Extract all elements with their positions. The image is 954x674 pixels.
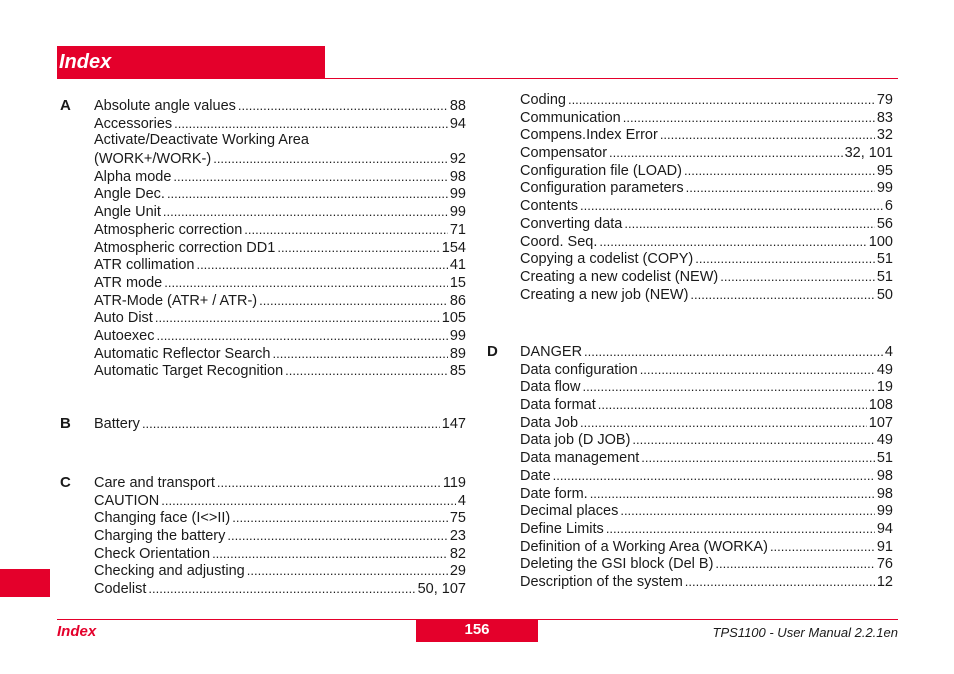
index-entry: [94, 274, 466, 292]
index-entry: [520, 91, 893, 109]
dot-leader: [247, 562, 448, 580]
entry-page: 51: [876, 450, 893, 467]
entry-page: 86: [449, 292, 466, 309]
index-entry: [520, 286, 893, 304]
header-divider: [57, 78, 898, 79]
dot-leader: [715, 555, 874, 573]
index-entry: [520, 485, 893, 503]
entry-page: 88: [449, 98, 466, 114]
index-entry: [520, 555, 893, 573]
entry-page: 32, 101: [844, 145, 893, 162]
entry-term: Activate/Deactivate Working Area: [94, 132, 309, 149]
dot-leader: [580, 414, 867, 432]
index-entry: [520, 378, 893, 396]
dot-leader: [553, 467, 875, 485]
entry-page: 99: [876, 503, 893, 520]
index-entry: [520, 197, 893, 215]
entry-term: Configuration file (LOAD): [520, 162, 682, 179]
index-entry: [94, 509, 466, 527]
entry-term: Configuration parameters: [520, 180, 684, 197]
dot-leader: [599, 233, 866, 251]
entry-term: Data Job: [520, 414, 579, 431]
dot-leader: [568, 91, 875, 109]
index-entry: [94, 562, 466, 580]
entry-term: Accessories: [94, 115, 173, 132]
index-list-c: [94, 474, 466, 598]
entry-page: 100: [868, 233, 893, 250]
entry-page: 108: [868, 397, 893, 414]
entry-term: Copying a codelist (COPY): [520, 251, 694, 268]
index-entry: [520, 268, 893, 286]
entry-page: 82: [449, 545, 466, 562]
index-entry: [520, 520, 893, 538]
dot-leader: [277, 239, 439, 257]
entry-page: 75: [449, 510, 466, 527]
index-list-d: [520, 343, 893, 591]
entry-page: 56: [876, 215, 893, 232]
entry-page: 147: [441, 416, 466, 432]
index-list-b: [94, 415, 466, 433]
entry-term: Atmospheric correction: [94, 221, 243, 238]
dot-leader: [196, 256, 447, 274]
footer-section-label: Index: [57, 623, 97, 640]
entry-term: Date form.: [520, 485, 588, 502]
dot-leader: [580, 197, 883, 215]
entry-page: 71: [449, 221, 466, 238]
index-entry: [94, 580, 466, 598]
entry-term: Converting data: [520, 215, 623, 232]
index-entry: [94, 362, 466, 380]
dot-leader: [273, 345, 448, 363]
entry-term: Auto Dist: [94, 310, 153, 327]
index-entry: [520, 414, 893, 432]
dot-leader: [720, 268, 875, 286]
entry-term: Automatic Reflector Search: [94, 345, 271, 362]
index-entry: [94, 97, 466, 115]
dot-leader: [641, 449, 875, 467]
dot-leader: [167, 185, 448, 203]
index-entry: [94, 239, 466, 257]
entry-term: Codelist: [94, 581, 147, 598]
entry-term: Angle Unit: [94, 204, 161, 221]
dot-leader: [632, 431, 874, 449]
entry-term: Creating a new job (NEW): [520, 286, 689, 303]
index-entry: [94, 474, 466, 492]
index-entry: [520, 215, 893, 233]
dot-leader: [217, 474, 441, 492]
dot-leader: [686, 179, 875, 197]
entry-term: Decimal places: [520, 503, 619, 520]
entry-term: Data configuration: [520, 361, 638, 378]
dot-leader: [584, 343, 883, 361]
page-title: Index: [57, 46, 325, 78]
index-entry: [520, 144, 893, 162]
entry-page: 6: [884, 198, 893, 215]
dot-leader: [227, 527, 447, 545]
dot-leader: [259, 292, 448, 310]
section-letter-d: D: [487, 343, 498, 360]
entry-page: 19: [876, 379, 893, 396]
index-entry: [94, 221, 466, 239]
entry-page: 92: [449, 151, 466, 168]
entry-page: 79: [876, 92, 893, 108]
dot-leader: [695, 250, 875, 268]
entry-term: Automatic Target Recognition: [94, 363, 284, 380]
index-entry: [520, 162, 893, 180]
index-entry: [520, 361, 893, 379]
index-entry: [520, 343, 893, 361]
dot-leader: [163, 203, 448, 221]
entry-page: 4: [457, 492, 466, 509]
index-entry: [94, 203, 466, 221]
dot-leader: [155, 309, 440, 327]
entry-term: Creating a new codelist (NEW): [520, 268, 719, 285]
index-entry: [520, 538, 893, 556]
entry-term: Communication: [520, 109, 621, 126]
index-entry: [520, 431, 893, 449]
entry-page: 83: [876, 109, 893, 126]
dot-leader: [690, 286, 874, 304]
entry-term: Changing face (I<>II): [94, 510, 231, 527]
entry-term: Description of the system: [520, 573, 683, 590]
dot-leader: [624, 215, 874, 233]
entry-term: Alpha mode: [94, 168, 172, 185]
entry-page: 50: [876, 286, 893, 303]
entry-term: Compensator: [520, 145, 608, 162]
entry-term: Data format: [520, 397, 596, 414]
entry-page: 51: [876, 251, 893, 268]
dot-leader: [620, 502, 875, 520]
index-entry: [94, 292, 466, 310]
entry-page: 99: [449, 186, 466, 203]
entry-page: 107: [868, 414, 893, 431]
index-entry: [94, 492, 466, 510]
entry-page: 23: [449, 528, 466, 545]
index-entry: [94, 527, 466, 545]
entry-term: Data management: [520, 450, 640, 467]
index-entry: [94, 309, 466, 327]
dot-leader: [582, 378, 874, 396]
index-entry: [520, 250, 893, 268]
entry-term: Data flow: [520, 379, 581, 396]
entry-page: 99: [449, 327, 466, 344]
entry-term: Data job (D JOB): [520, 432, 631, 449]
entry-page: 89: [449, 345, 466, 362]
entry-page: 105: [441, 310, 466, 327]
index-entry: [520, 233, 893, 251]
entry-page: 50, 107: [417, 581, 466, 598]
entry-page: 51: [876, 268, 893, 285]
index-entry: [520, 573, 893, 591]
index-entry: [520, 126, 893, 144]
index-list-a: [94, 97, 466, 380]
entry-page: 98: [449, 168, 466, 185]
dot-leader: [606, 520, 875, 538]
entry-term: Contents: [520, 198, 579, 215]
entry-term: (WORK+/WORK-): [94, 151, 212, 168]
manual-title: TPS1100 - User Manual 2.2.1en: [712, 625, 898, 640]
index-entry: [94, 415, 466, 433]
entry-term: Coding: [520, 92, 566, 108]
index-entry: [94, 150, 466, 168]
dot-leader: [156, 327, 447, 345]
dot-leader: [598, 396, 867, 414]
dot-leader: [238, 97, 448, 115]
entry-term: Autoexec: [94, 327, 155, 344]
index-entry: [94, 545, 466, 563]
index-entry: [520, 179, 893, 197]
dot-leader: [142, 415, 440, 433]
entry-page: 99: [449, 204, 466, 221]
index-entry: [94, 185, 466, 203]
index-list-c-continued: [520, 91, 893, 303]
entry-page: 85: [449, 363, 466, 380]
dot-leader: [244, 221, 448, 239]
index-entry: [520, 467, 893, 485]
index-entry: [94, 345, 466, 363]
entry-term: Battery: [94, 416, 140, 432]
dot-leader: [164, 274, 448, 292]
dot-leader: [232, 509, 448, 527]
entry-page: 41: [449, 257, 466, 274]
index-entry: [520, 109, 893, 127]
entry-term: Care and transport: [94, 475, 215, 491]
index-entry: [520, 396, 893, 414]
section-letter-a: A: [60, 97, 71, 114]
index-entry: [520, 502, 893, 520]
index-entry: [94, 168, 466, 186]
index-entry: [94, 115, 466, 133]
entry-term: Date: [520, 467, 551, 484]
entry-term: Absolute angle values: [94, 98, 236, 114]
entry-term: ATR collimation: [94, 257, 195, 274]
dot-leader: [623, 109, 875, 127]
entry-term: Atmospheric correction DD1: [94, 239, 276, 256]
entry-page: 94: [449, 115, 466, 132]
dot-leader: [174, 115, 448, 133]
dot-leader: [161, 492, 456, 510]
entry-page: 94: [876, 520, 893, 537]
dot-leader: [173, 168, 447, 186]
side-tab-marker: [0, 569, 50, 597]
entry-term: Angle Dec.: [94, 186, 165, 203]
entry-page: 154: [441, 239, 466, 256]
entry-term: ATR mode: [94, 274, 163, 291]
entry-term: ATR-Mode (ATR+ / ATR-): [94, 292, 258, 309]
entry-term: CAUTION: [94, 492, 160, 509]
entry-term: Check Orientation: [94, 545, 211, 562]
entry-term: Definition of a Working Area (WORKA): [520, 538, 768, 555]
dot-leader: [640, 361, 875, 379]
dot-leader: [212, 545, 448, 563]
entry-page: 119: [442, 475, 466, 491]
entry-page: 49: [876, 361, 893, 378]
entry-page: 15: [449, 274, 466, 291]
entry-page: 32: [876, 127, 893, 144]
entry-term: Charging the battery: [94, 528, 226, 545]
dot-leader: [148, 580, 415, 598]
entry-page: 95: [876, 162, 893, 179]
entry-page: 91: [876, 538, 893, 555]
entry-page: 98: [876, 485, 893, 502]
dot-leader: [685, 573, 875, 591]
dot-leader: [609, 144, 843, 162]
index-entry: [94, 256, 466, 274]
dot-leader: [660, 126, 875, 144]
entry-term: Define Limits: [520, 520, 604, 537]
page-number: 156: [416, 620, 538, 642]
index-entry: [94, 132, 466, 150]
dot-leader: [684, 162, 875, 180]
entry-page: 12: [876, 573, 893, 590]
entry-page: 29: [449, 563, 466, 580]
index-entry: [520, 449, 893, 467]
section-letter-b: B: [60, 415, 71, 432]
entry-page: 4: [884, 344, 893, 360]
entry-term: Compens.Index Error: [520, 127, 658, 144]
section-letter-c: C: [60, 474, 71, 491]
entry-page: 76: [876, 556, 893, 573]
entry-term: DANGER: [520, 344, 583, 360]
dot-leader: [285, 362, 448, 380]
dot-leader: [590, 485, 875, 503]
entry-page: 99: [876, 180, 893, 197]
dot-leader: [770, 538, 875, 556]
entry-term: Deleting the GSI block (Del B): [520, 556, 714, 573]
entry-term: Coord. Seq.: [520, 233, 598, 250]
entry-page: 98: [876, 467, 893, 484]
index-entry: [94, 327, 466, 345]
entry-page: 49: [876, 432, 893, 449]
dot-leader: [213, 150, 448, 168]
entry-term: Checking and adjusting: [94, 563, 245, 580]
